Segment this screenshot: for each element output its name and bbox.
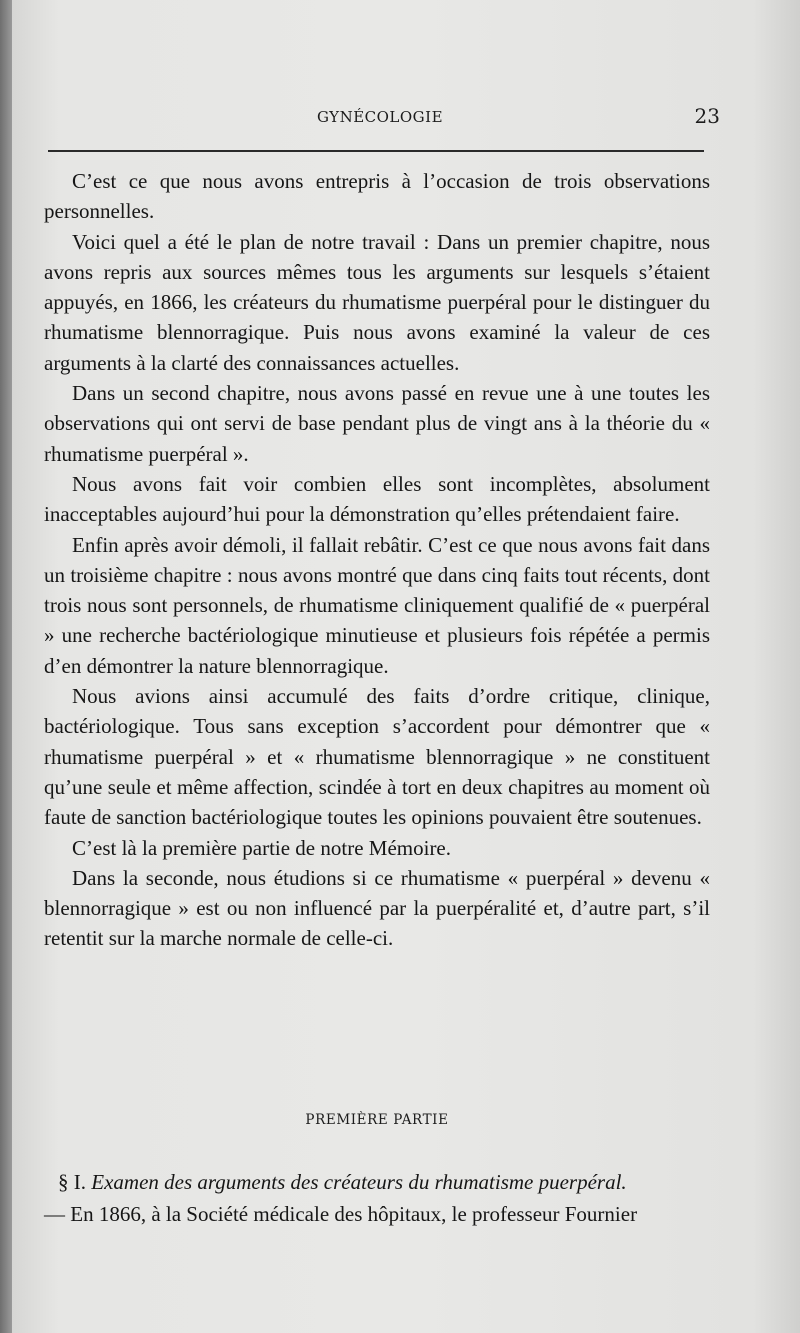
page-left-edge-shadow — [0, 0, 12, 1333]
paragraph: Enfin après avoir démoli, il fallait rebâtir. C’est ce que nous avons fait dans un troisième chapitre : nous avons montré que dans cinq faits tout récents, dont trois nous sont personnels, de rhumatisme cliniquement qualifié de « puerpéral » une recherche bactériologique minutieuse et plusieurs fois répétée a permis d’en démontrer la nature blennorragique. — [44, 532, 710, 678]
header-rule — [48, 150, 704, 152]
paragraph: Dans un second chapitre, nous avons passé en revue une à une toutes les observations qui ont servi de base pendant plus de vingt ans à la théorie du « rhumatisme puerpéral ». — [44, 381, 710, 466]
paragraph: C’est ce que nous avons entrepris à l’occasion de trois observations personnelles. — [44, 169, 710, 224]
page-number: 23 — [694, 104, 720, 128]
subsection-title-line — [44, 1166, 710, 1198]
continuation-line: — En 1866, à la Société médicale des hôpitaux, le professeur Fournier — [44, 1202, 638, 1226]
paragraph: Dans la seconde, nous étudions si ce rhumatisme « puerpéral » devenu « blennorragique » est ou non influencé par la puerpéralité et, d’autre part, s’il retentit sur la marche normale de celle-ci. — [44, 865, 710, 951]
running-title: GYNÉCOLOGIE — [316, 108, 444, 126]
part-heading: PREMIÈRE PARTIE — [305, 1112, 449, 1128]
running-head — [40, 102, 720, 134]
subsection-number: § I. — [58, 1170, 86, 1194]
subsection-title: Examen des arguments des créateurs du rhumatisme puerpéral. — [91, 1170, 627, 1194]
paragraph: Voici quel a été le plan de notre travail : Dans un premier chapitre, nous avons repris aux sources mêmes tous les arguments sur lesquels s’étaient appuyés, en 1866, les créateurs du rhumatisme puerpéral pour le distinguer du rhumatisme blennorragique. Puis nous avons examiné la valeur de ces arguments à la clarté des connaissances actuelles. — [44, 229, 710, 375]
paragraph: Nous avions ainsi accumulé des faits d’ordre critique, clinique, bactériologique. Tous sans exception s’accordent pour démontrer que « rhumatisme puerpéral » et « rhumatisme blennorragique » ne constituent qu’une seule et même affection, scindée à tort en deux chapitres au moment où faute de sanction bactériologique toutes les opinions pouvaient être soutenues. — [44, 684, 710, 830]
subsection — [44, 1166, 710, 1230]
paragraph: C’est là la première partie de notre Mémoire. — [72, 835, 452, 860]
body-text — [44, 166, 710, 954]
paragraph: Nous avons fait voir combien elles sont incomplètes, absolument inacceptables aujourd’hui pour la démonstration qu’elles prétendaient faire. — [44, 471, 710, 527]
